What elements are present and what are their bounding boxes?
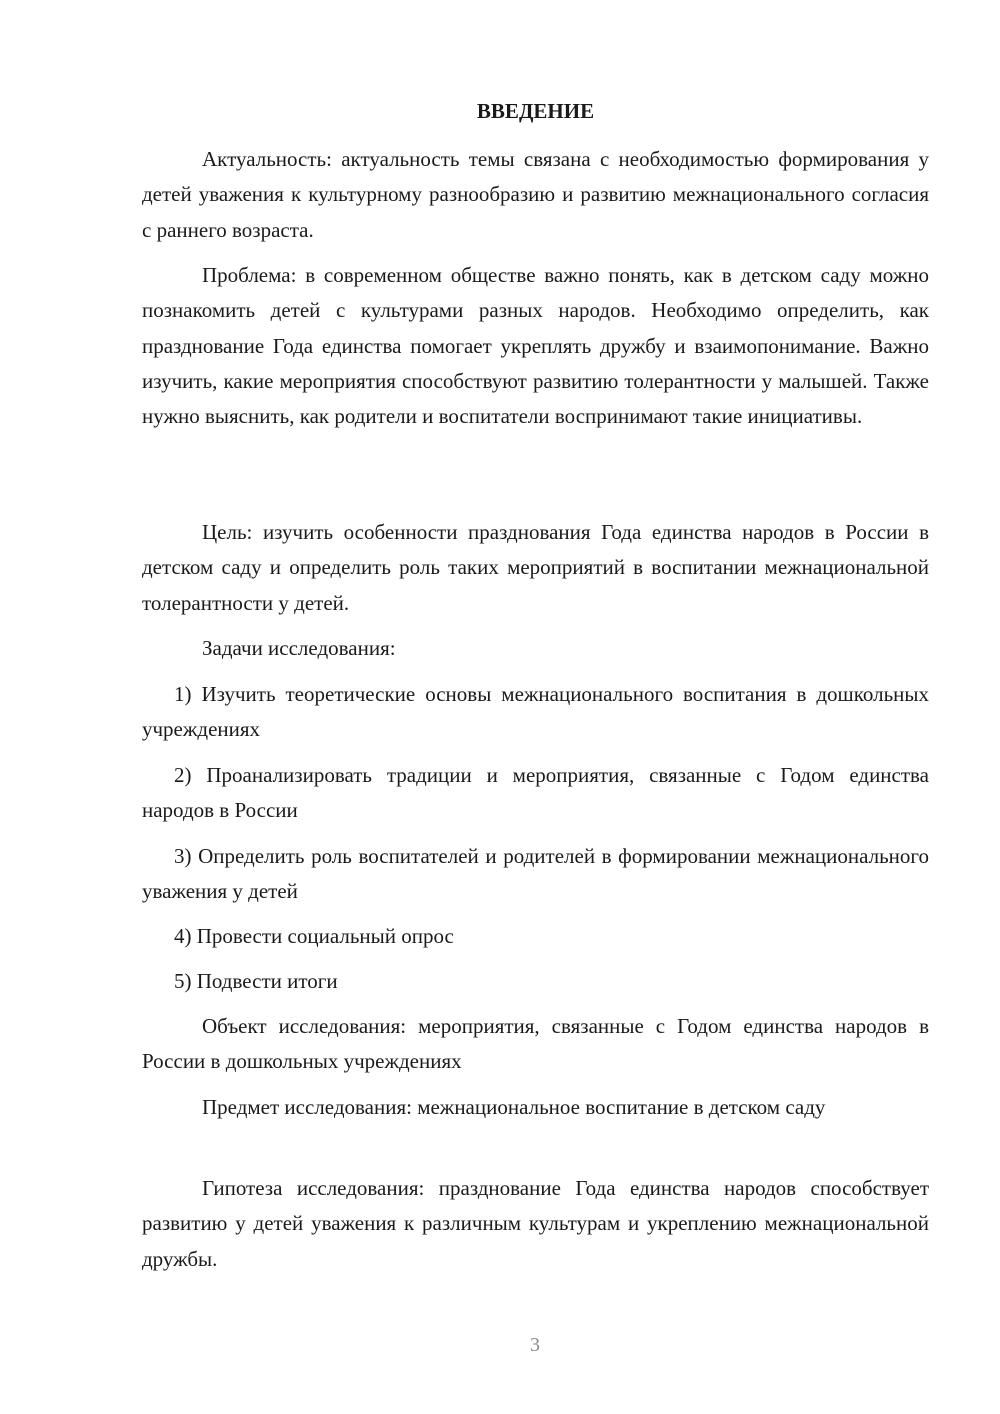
task-item-2: 2) Проанализировать традиции и мероприятия, связанные с Годом единства народов в России	[142, 763, 929, 823]
section-title: ВВЕДЕНИЕ	[476, 99, 595, 123]
page-number: 3	[530, 1334, 540, 1356]
task-item-5: 5) Подвести итоги	[174, 969, 338, 993]
paragraph-object: Объект исследования: мероприятия, связанные с Годом единства народов в России в дошкольных учреждениях	[142, 1014, 929, 1074]
task-item-4: 4) Провести социальный опрос	[174, 924, 454, 948]
paragraph-subject: Предмет исследования: межнациональное воспитание в детском саду	[202, 1095, 826, 1119]
paragraph-relevance: Актуальность: актуальность темы связана с необходимостью формирования у детей уважения к культурному разнообразию и развитию межнационального согласия с раннего возраста.	[142, 147, 929, 242]
paragraph-hypothesis: Гипотеза исследования: празднование Года единства народов способствует развитию у детей уважения к различным культурам и укреплению межнациональной дружбы.	[142, 1176, 929, 1271]
tasks-heading: Задачи исследования:	[202, 636, 396, 660]
task-item-3: 3) Определить роль воспитателей и родителей в формировании межнационального уважения у детей	[142, 844, 929, 904]
task-item-1: 1) Изучить теоретические основы межнационального воспитания в дошкольных учреждениях	[142, 682, 929, 742]
paragraph-goal: Цель: изучить особенности празднования Года единства народов в России в детском саду и определить роль таких мероприятий в воспитании межнациональной толерантности у детей.	[142, 520, 929, 615]
paragraph-problem: Проблема: в современном обществе важно понять, как в детском саду можно познакомить детей с культурами разных народов. Необходимо определить, как празднование Года единства помогает укреплять дружбу и взаимопонимание. Важно изучить, какие мероприятия способствуют развитию толерантности у малышей. Также нужно выяснить, как родители и воспитатели воспринимают такие инициативы.	[142, 263, 929, 429]
